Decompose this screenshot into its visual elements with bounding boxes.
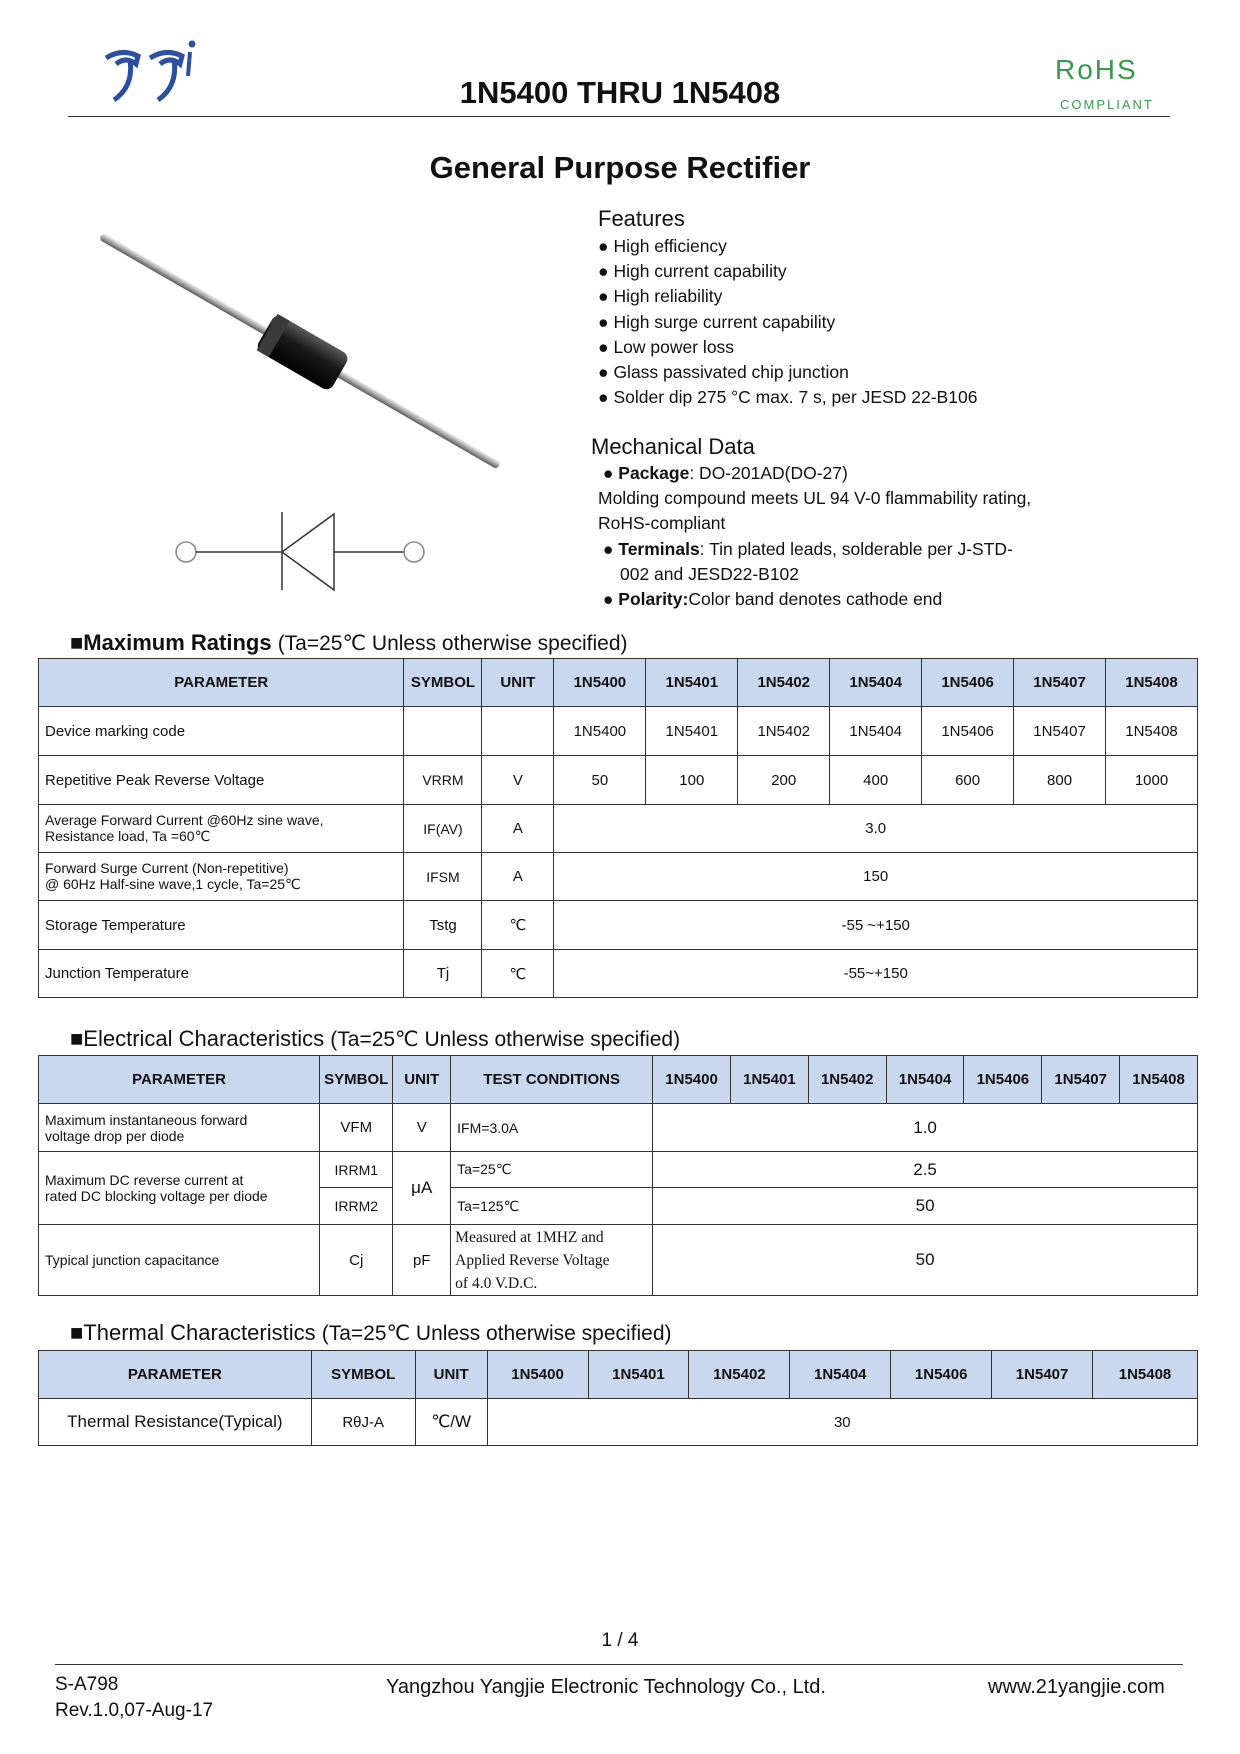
col-header: SYMBOL: [311, 1351, 415, 1399]
col-header: 1N5402: [689, 1351, 790, 1399]
list-item: ● Terminals: Tin plated leads, solderable per J-STD-: [598, 538, 1013, 559]
text-line: RoHS-compliant: [598, 513, 726, 534]
col-header: 1N5407: [992, 1351, 1093, 1399]
table-row: Maximum instantaneous forward voltage drop per diode VFM V IFM=3.0A 1.0: [39, 1104, 1198, 1152]
thermal-heading: ■Thermal Characteristics (Ta=25℃ Unless otherwise specified): [70, 1320, 672, 1345]
col-header: UNIT: [482, 659, 554, 707]
table-row: Device marking code 1N5400 1N5401 1N5402 1N5404 1N5406 1N5407 1N5408: [39, 707, 1198, 756]
list-item: ● Glass passivated chip junction: [598, 362, 849, 383]
col-header: SYMBOL: [404, 659, 482, 707]
diode-symbol: [170, 510, 430, 600]
text-line: 002 and JESD22-B102: [620, 563, 800, 584]
col-header: 1N5404: [886, 1056, 964, 1104]
col-header: PARAMETER: [39, 1056, 320, 1104]
electrical-table: [38, 1055, 1198, 1296]
company-name: Yangzhou Yangjie Electronic Technology Co., Ltd.: [386, 1676, 826, 1698]
col-header: 1N5406: [922, 659, 1014, 707]
col-header: PARAMETER: [39, 659, 404, 707]
page-number: 1 / 4: [601, 1630, 639, 1651]
col-header: 1N5400: [554, 659, 646, 707]
col-header: 1N5407: [1042, 1056, 1120, 1104]
table-row: Forward Surge Current (Non-repetitive) @ 60Hz Half-sine wave,1 cycle, Ta=25℃ IFSM A 150: [39, 853, 1198, 901]
max-ratings-heading: ■Maximum Ratings (Ta=25℃ Unless otherwise specified): [70, 630, 628, 655]
header-divider: [68, 116, 1170, 117]
col-header: 1N5408: [1120, 1056, 1198, 1104]
list-item: ● Solder dip 275 °C max. 7 s, per JESD 22-B106: [598, 387, 978, 408]
col-header: 1N5404: [790, 1351, 891, 1399]
thermal-table: [38, 1350, 1198, 1446]
col-header: 1N5402: [808, 1056, 886, 1104]
col-header: 1N5406: [964, 1056, 1042, 1104]
electrical-heading: ■Electrical Characteristics (Ta=25℃ Unless otherwise specified): [70, 1026, 681, 1051]
table-row: Average Forward Current @60Hz sine wave, Resistance load, Ta =60℃ IF(AV) A 3.0: [39, 805, 1198, 853]
list-item: ● High surge current capability: [598, 311, 836, 332]
text-line: Molding compound meets UL 94 V-0 flammability rating,: [598, 488, 1032, 509]
mechanical-data-heading: Mechanical Data: [591, 434, 755, 459]
rohs-label: RoHS: [1055, 54, 1138, 85]
footer-divider: [55, 1664, 1183, 1665]
features-list: [598, 234, 977, 410]
col-header: 1N5401: [646, 659, 738, 707]
page-title: General Purpose Rectifier: [429, 150, 811, 185]
col-header: 1N5401: [730, 1056, 808, 1104]
website-link[interactable]: www.21yangjie.com: [988, 1676, 1165, 1698]
col-header: UNIT: [393, 1056, 451, 1104]
table-row: Typical junction capacitance Cj pF Measured at 1MHZ and Applied Reverse Voltage of 4.0 V.D.C. 50: [39, 1225, 1198, 1296]
max-ratings-table: [38, 658, 1198, 998]
table-row: Repetitive Peak Reverse Voltage VRRM V 50 100 200 400 600 800 1000: [39, 756, 1198, 805]
rohs-compliant-label: COMPLIANT: [1060, 97, 1154, 112]
table-row: IRRM2 Ta=125℃ 50: [39, 1188, 1198, 1225]
col-header: 1N5402: [738, 659, 830, 707]
mechanical-data-list: [598, 461, 1031, 612]
list-item: ● Polarity:Color band denotes cathode end: [598, 589, 943, 610]
col-header: 1N5406: [891, 1351, 992, 1399]
col-header: 1N5401: [588, 1351, 689, 1399]
table-row: Storage Temperature Tstg ℃ -55 ~+150: [39, 901, 1198, 950]
col-header: TEST CONDITIONS: [451, 1056, 653, 1104]
list-item: ● High efficiency: [598, 236, 727, 256]
document-id: S-A798 Rev.1.0,07-Aug-17: [55, 1674, 214, 1721]
col-header: PARAMETER: [39, 1351, 312, 1399]
table-row: Maximum DC reverse current at rated DC blocking voltage per diode IRRM1 μA Ta=25℃ 2.5: [39, 1152, 1198, 1188]
features-heading: Features: [598, 206, 685, 231]
col-header: 1N5407: [1014, 659, 1106, 707]
col-header: 1N5408: [1093, 1351, 1198, 1399]
col-header: 1N5404: [830, 659, 922, 707]
col-header: UNIT: [415, 1351, 487, 1399]
list-item: ● Low power loss: [598, 336, 735, 357]
col-header: 1N5408: [1106, 659, 1198, 707]
diode-package-image: [90, 226, 510, 476]
list-item: ● High current capability: [598, 261, 787, 282]
col-header: SYMBOL: [320, 1056, 393, 1104]
table-row: Junction Temperature Tj ℃ -55~+150: [39, 950, 1198, 998]
document-title: 1N5400 THRU 1N5408: [459, 75, 781, 110]
table-row: Thermal Resistance(Typical) RθJ-A ℃/W 30: [39, 1399, 1198, 1446]
list-item: ● High reliability: [598, 286, 723, 307]
col-header: 1N5400: [653, 1056, 731, 1104]
col-header: 1N5400: [487, 1351, 588, 1399]
list-item: ● Package: DO-201AD(DO-27): [598, 463, 848, 483]
